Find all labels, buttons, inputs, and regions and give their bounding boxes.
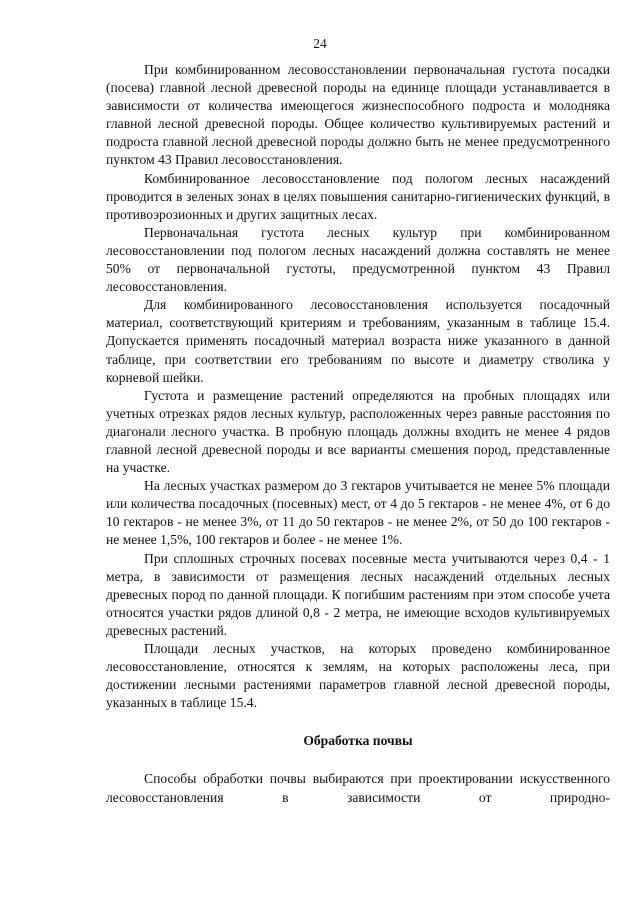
paragraph-area-percentages: На лесных участках размером до 3 гектаров учитывается не менее 5% площади или количества посадочных (посевных) мест, от 4 до 5 гектаров - не менее 4%, от 6 до 10 гектаров - не менее 3%, от 11 до 50 гектаров - не менее 2%, от 50 до 100 гектаров - не менее 1,5%, 100 гектаров и более - не менее 1%.	[106, 478, 610, 548]
paragraph-land-classification: Площади лесных участков, на которых проведено комбинированное лесовосстановление, относятся к землям, на которых расположены леса, при достижении лесными растениями параметров главной лесной древесной породы, указанных в таблице 15.4.	[106, 641, 610, 711]
paragraph-row-sowing-accounting: При сплошных строчных посевах посевные места учитываются через 0,4 - 1 метра, в зависимости от размещения лесных насаждений отдельных лесных древесных пород по данной площади. К погибшим растениям при этом способе учета относятся участки рядов длиной 0,8 - 2 метра, не имеющие всходов культивируемых древесных растений.	[106, 550, 610, 638]
page-number: 24	[313, 36, 327, 51]
paragraph-soil-treatment-methods: Способы обработки почвы выбираются при проектировании искусственного лесовосстановления в зависимости от природно-	[106, 771, 610, 805]
paragraph-initial-density-50-percent: Первоначальная густота лесных культур при комбинированном лесовосстановлении под пологом лесных насаждений должна составлять не менее 50% от первоначальной густоты, предусмотренной пунктом 43 Правил лесовосстановления.	[106, 224, 610, 295]
section-heading: Обработка почвы	[303, 733, 413, 749]
paragraph-combined-planting-density: При комбинированном лесовосстановлении первоначальная густота посадки (посева) главной лесной древесной породы на единице площади устанавливается в зависимости от количества имеющегося жизнеспособного подроста и молодняка главной лесной древесной породы. Общее количество культивируемых растений и подроста главной лесной древесной породы должно быть не менее предусмотренного пунктом 43 Правил лесовосстановления.	[106, 62, 610, 168]
paragraph-planting-material: Для комбинированного лесовосстановления используется посадочный материал, соответствующий критериям и требованиям, указанным в таблице 15.4. Допускается применять посадочный материал возраста ниже указанного в данной таблице, при соответствии его требованиям по высоте и диаметру стволика у корневой шейки.	[106, 297, 610, 385]
paragraph-sample-plots: Густота и размещение растений определяются на пробных площадях или учетных отрезках рядов лесных культур, расположенных через равные расстояния по диагонали лесного участка. В пробную площадь должны входить не менее 4 рядов главной лесной древесной породы и все варианты смешения пород, представленные на участке.	[106, 387, 610, 476]
paragraph-under-canopy-purpose: Комбинированное лесовосстановление под пологом лесных насаждений проводится в зеленых зонах в целях повышения санитарно-гигиенических функций, в противоэрозионных и других защитных лесах.	[106, 170, 610, 222]
document-body	[106, 61, 610, 807]
